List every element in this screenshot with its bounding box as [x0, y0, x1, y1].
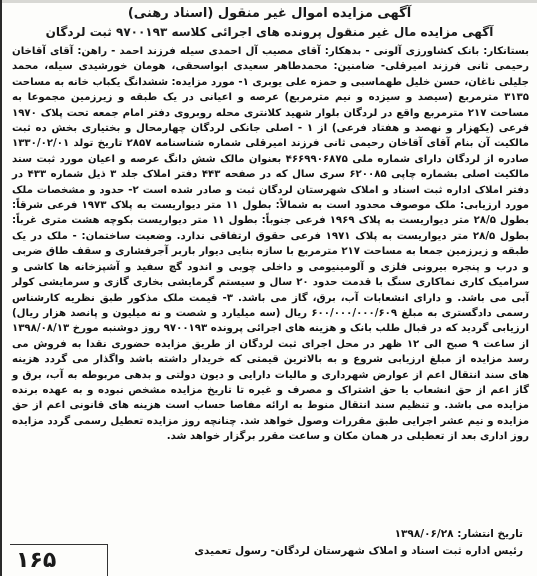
- ad-code: ۱۶۵: [16, 548, 57, 573]
- notice-headline: آگهی مزایده اموال غیر منقول (اسناد رهنی): [127, 6, 412, 21]
- notice-body: [12, 44, 529, 445]
- notice-body-paragraph: بستانکار: بانک کشاورزی آلونی - بدهکار: آقای مصیب آل احمدی سیله فرزند احمد - راهن: آقای آقاخان رحیمی ثانی فرزند امیرقلی- ضامنین: محمدطاهر سعیدی ابواسحقی، هومان خورشیدی سیله، محمد جلیلی ناغان، حسن خلیل طهماسبی و حمزه علی یوبری ۱- مورد مزایده: ششدانگ یکباب خانه به مساحت ۳۱۳۵ مترمربع (سیصد و سیزده و نیم مترمربع) عرصه و اعیانی در یک طبقه و زیرزمین مجموعا به مساحت ۲۱۷ مترمربع واقع در لردگان بلوار شهید کلانتری محله روبروی دفتر امام جمعه تحت پلاک ۱۹۷۰ فرعی (یکهزار و نهصد و هفتاد فرعی) از ۱ - اصلی جانکی لردگان چهارمحال و بختیاری بخش ده ثبت مالکیت آن بنام آقای آقاخان رحیمی ثانی فرزند امیرقلی شماره شناسنامه ۲۸۵۷ تاریخ تولد ۱۳۳۰/۰۲/۰۱ صادره از لردگان دارای شماره ملی ۴۶۶۹۹۰۶۸۷۵ بعنوان مالک شش دانگ عرصه و اعیان مورد ثبت سند مالکیت اصلی بشماره چاپی ۶۲۰۰۸۵ سری سال که در صفحه ۴۴۳ دفتر املاک جلد ۳ ذیل شماره ۴۳۳ در دفتر املاک اداره ثبت اسناد و املاک شهرستان لردگان ثبت و صادر شده است ۲- حدود و مشخصات ملک مورد ارزیابی: ملک موصوف محدود است به شمالاً: بطول ۱۱ متر دیواریست به پلاک ۱۹۷۳ فرعی شرقاً: بطول ۲۸/۵ متر دیواریست به پلاک ۱۹۶۹ فرعی جنوباً: بطول ۱۱ متر دیواریست بکوچه هشت متری غرباً: بطول ۲۸/۵ متر دیواریست به پلاک ۱۹۷۱ فرعی حقوق ارتفاقی ندارد. وضعیت ساختمان: - ملک در یک طبقه و زیرزمین جمعا به مساحت ۲۱۷ مترمربع با سازه بنایی دیوار باربر آجرفشاری و سقف طاق ضربی و درب و پنجره بیرونی فلزی و آلومینیومی و داخلی چوبی و اندود گچ سفید و آشپزخانه ها کاشی و سرامیک کاری نماکاری سنگ با قدمت حدود ۲۰ سال و سیستم گرمایشی بخاری گازی و سرمایشی کولر آبی می باشد. و دارای انشعابات آب، برق، گاز می باشد. ۳- قیمت ملک مذکور طبق نظریه کارشناس رسمی دادگستری به مبلغ ۶۰۰/۰۰۰/۰۰۰/۶۰۹ ریال (سه میلیارد و شصت و نه میلیون و پانصد هزار ریال) ارزیابی گردید که در قبال طلب بانک و هزینه های اجرائی پرونده ۹۷۰۰۱۹۳ روز دوشنبه مورخ ۱۳۹۸/۰۸/۱۳ از ساعت ۹ صبح الی ۱۲ ظهر در محل اجرای ثبت لردگان از طریق مزایده حضوری نقدا به فروش می رسد مزایده از مبلغ ارزیابی شروع و به بالاترین قیمتی که خریدار داشته باشد واگذار می گردد هزینه های سند انتقال اعم از عوارض شهرداری و مالیات دارایی و دیون دولتی و بدهی مربوطه به آب، برق و گاز اعم از حق انشعاب یا حق اشتراک و مصرف و غیره تا تاریخ مزایده مشخص نبوده و به عهده برنده مزایده می باشد. و تنظیم سند انتقال منوط به ارائه مفاصا حساب است هزینه های قانونی اعم از حق مزایده و نیم عشر اجرایی طبق مقررات وصول خواهد شد. چنانچه روز مزایده تعطیل رسمی گردد مزایده روز اداری بعد از تعطیلی در همان مکان و ساعت مقرر برگزار خواهد شد.: [12, 46, 530, 443]
- publication-date: تاریخ انتشار: ۱۳۹۸/۰۶/۲۸: [394, 528, 523, 540]
- scan-edge: [2, 0, 537, 3]
- notice-subtitle: آگهی مزایده مال غیر منقول پرونده های اجرائی کلاسه ۹۷۰۰۱۹۳ ثبت لردگان: [45, 25, 494, 39]
- signature-line: رئیس اداره ثبت اسناد و املاک شهرستان لردگان- رسول تعمیدی: [194, 545, 523, 557]
